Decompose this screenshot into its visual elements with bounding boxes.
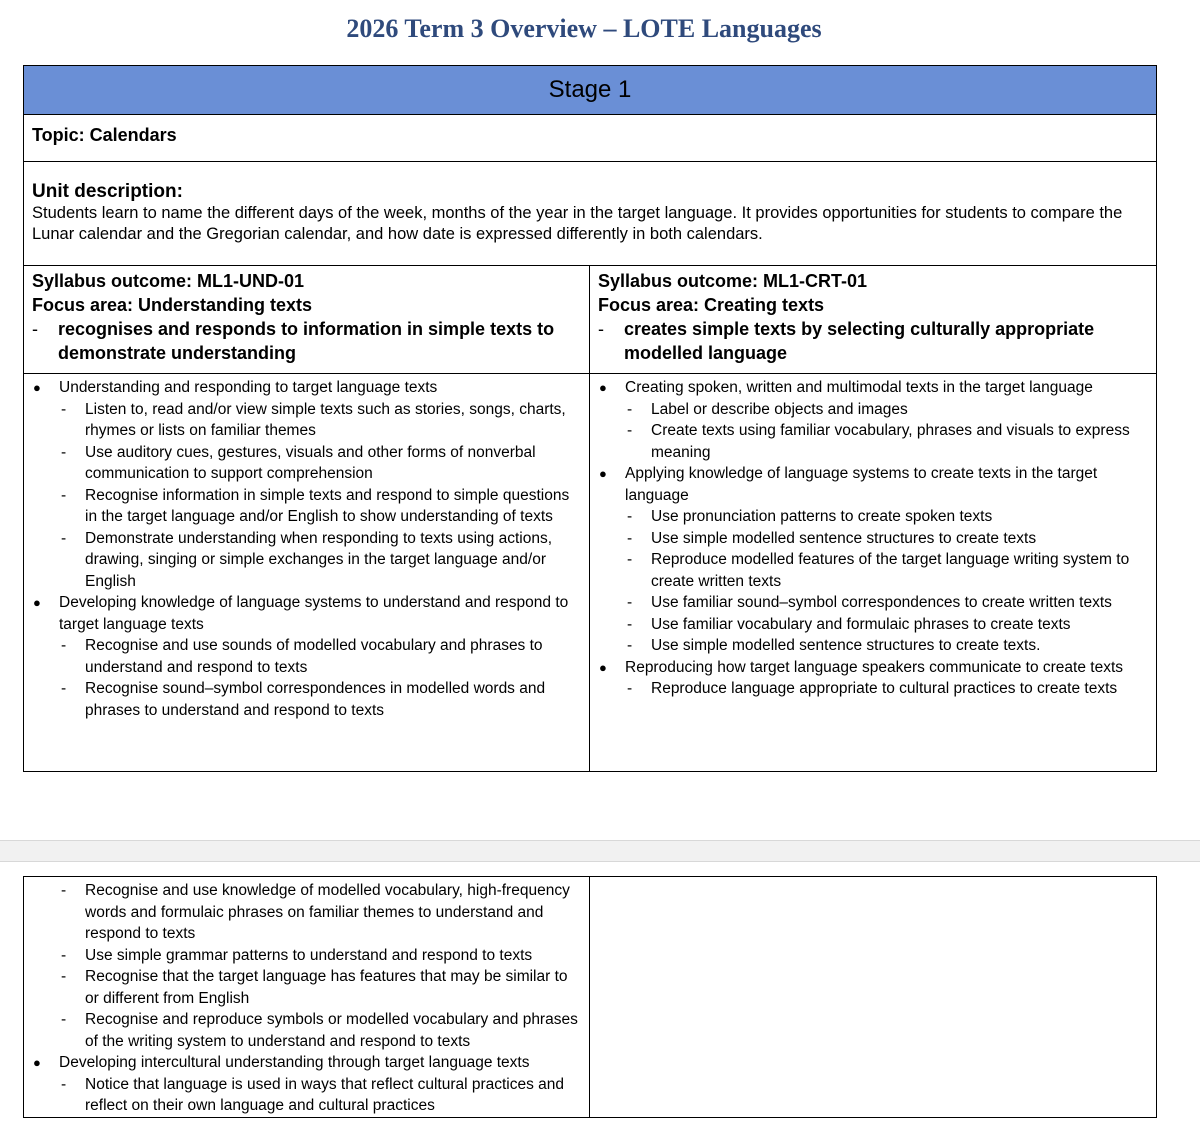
dash-mark: - <box>627 400 633 418</box>
page-break <box>0 840 1200 862</box>
list-item: ● Understanding and responding to target language texts <box>30 377 583 399</box>
dash-mark: - <box>627 529 633 547</box>
bullet-mark: ● <box>599 380 607 395</box>
right-content-cell <box>590 374 1157 772</box>
dash-mark: - <box>61 1011 67 1028</box>
dash-mark: - <box>61 680 67 697</box>
list-item: ● Developing intercultural understanding through target language texts <box>30 1052 583 1074</box>
dash-mark: - <box>61 637 67 654</box>
left-content-cell <box>24 374 590 772</box>
dash-mark: - <box>61 400 67 418</box>
list-item: - Recognise and use knowledge of modelled vocabulary, high-frequency words and formulaic phrases on familiar themes to understand and respond to texts <box>30 880 583 945</box>
left-summary-text: recognises and responds to information in simple texts to demonstrate understanding <box>58 319 555 363</box>
overview-table-continued <box>23 876 1157 1118</box>
bullet-mark: ● <box>33 1055 41 1070</box>
dash-mark: - <box>32 319 38 339</box>
list-item: ● Developing knowledge of language systems to understand and respond to target language texts <box>30 592 583 635</box>
list-item: - Notice that language is used in ways that reflect cultural practices and reflect on their own language and cultural practices <box>30 1074 583 1117</box>
stage-header: Stage 1 <box>24 66 1157 115</box>
list-item: - Label or describe objects and images <box>596 399 1150 421</box>
overview-table <box>23 65 1157 772</box>
bullet-mark: ● <box>33 595 41 610</box>
dash-mark: - <box>627 551 633 568</box>
unit-text: Students learn to name the different days of the week, months of the year in the target language. It provides opportunities for students to compare the Lunar calendar and the Gregorian calendar, and how date is expressed differently in both calendars. <box>32 204 1123 243</box>
list-item: - Reproduce language appropriate to cultural practices to create texts <box>596 678 1150 700</box>
right-outcome: Syllabus outcome: ML1-CRT-01 <box>598 271 868 291</box>
bullet-mark: ● <box>599 659 607 675</box>
list-item: ● Creating spoken, written and multimodal texts in the target language <box>596 377 1150 399</box>
list-item: - Recognise sound–symbol correspondences in modelled words and phrases to understand and respond to texts <box>30 678 583 721</box>
list-item: - Use familiar vocabulary and formulaic phrases to create texts <box>596 614 1150 636</box>
dash-mark: - <box>598 319 604 339</box>
list-item: - Use simple modelled sentence structures to create texts. <box>596 635 1150 657</box>
list-item: - Use simple modelled sentence structures to create texts <box>596 528 1150 550</box>
list-item: - Use simple grammar patterns to understand and respond to texts <box>30 945 583 967</box>
list-item: - Recognise that the target language has features that may be similar to or different from English <box>30 966 583 1009</box>
unit-heading: Unit description: <box>32 181 183 202</box>
dash-mark: - <box>61 946 67 964</box>
dash-mark: - <box>627 615 633 633</box>
list-item: - Create texts using familiar vocabulary, phrases and visuals to express meaning <box>596 420 1150 463</box>
left-content-cell-continued <box>24 877 590 1118</box>
dash-mark: - <box>61 443 67 461</box>
list-item: - Recognise and reproduce symbols or modelled vocabulary and phrases of the writing system to understand and respond to texts <box>30 1009 583 1052</box>
dash-mark: - <box>627 680 633 697</box>
left-outcome-summary <box>32 317 581 365</box>
bullet-mark: ● <box>599 466 607 481</box>
dash-mark: - <box>61 486 67 504</box>
left-outcome-cell <box>24 266 590 374</box>
right-content-cell-continued <box>590 877 1157 1118</box>
list-item: - Use auditory cues, gestures, visuals and other forms of nonverbal communication to support comprehension <box>30 442 583 485</box>
list-item: - Reproduce modelled features of the target language writing system to create written texts <box>596 549 1150 592</box>
unit-description <box>24 162 1157 266</box>
list-item: - Recognise and use sounds of modelled vocabulary and phrases to understand and respond to texts <box>30 635 583 678</box>
right-outcome-summary <box>598 317 1148 365</box>
left-outcome: Syllabus outcome: ML1-UND-01 <box>32 271 305 291</box>
list-item: - Use familiar sound–symbol correspondences to create written texts <box>596 592 1150 614</box>
dash-mark: - <box>627 637 633 654</box>
list-item: ● Reproducing how target language speakers communicate to create texts <box>596 657 1150 679</box>
right-focus-area: Focus area: Creating texts <box>598 295 825 315</box>
right-summary-text: creates simple texts by selecting culturally appropriate modelled language <box>624 319 1095 363</box>
topic-label: Topic: Calendars <box>24 115 1157 162</box>
dash-mark: - <box>627 508 633 525</box>
dash-mark: - <box>627 594 633 611</box>
list-item: - Demonstrate understanding when responding to texts using actions, drawing, singing or simple exchanges in the target language and/or English <box>30 528 583 593</box>
dash-mark: - <box>61 529 67 547</box>
list-item: - Recognise information in simple texts and respond to simple questions in the target language and/or English to show understanding of texts <box>30 485 583 528</box>
left-focus-area: Focus area: Understanding texts <box>32 295 313 315</box>
dash-mark: - <box>61 1075 67 1093</box>
list-item: ● Applying knowledge of language systems to create texts in the target language <box>596 463 1150 506</box>
list-item: - Use pronunciation patterns to create spoken texts <box>596 506 1150 528</box>
dash-mark: - <box>61 968 67 985</box>
document-title: 2026 Term 3 Overview – LOTE Languages <box>346 14 822 43</box>
list-item: - Listen to, read and/or view simple texts such as stories, songs, charts, rhymes or lists on familiar themes <box>30 399 583 442</box>
right-outcome-cell <box>590 266 1157 374</box>
dash-mark: - <box>627 422 633 439</box>
bullet-mark: ● <box>33 380 41 395</box>
dash-mark: - <box>61 882 67 899</box>
